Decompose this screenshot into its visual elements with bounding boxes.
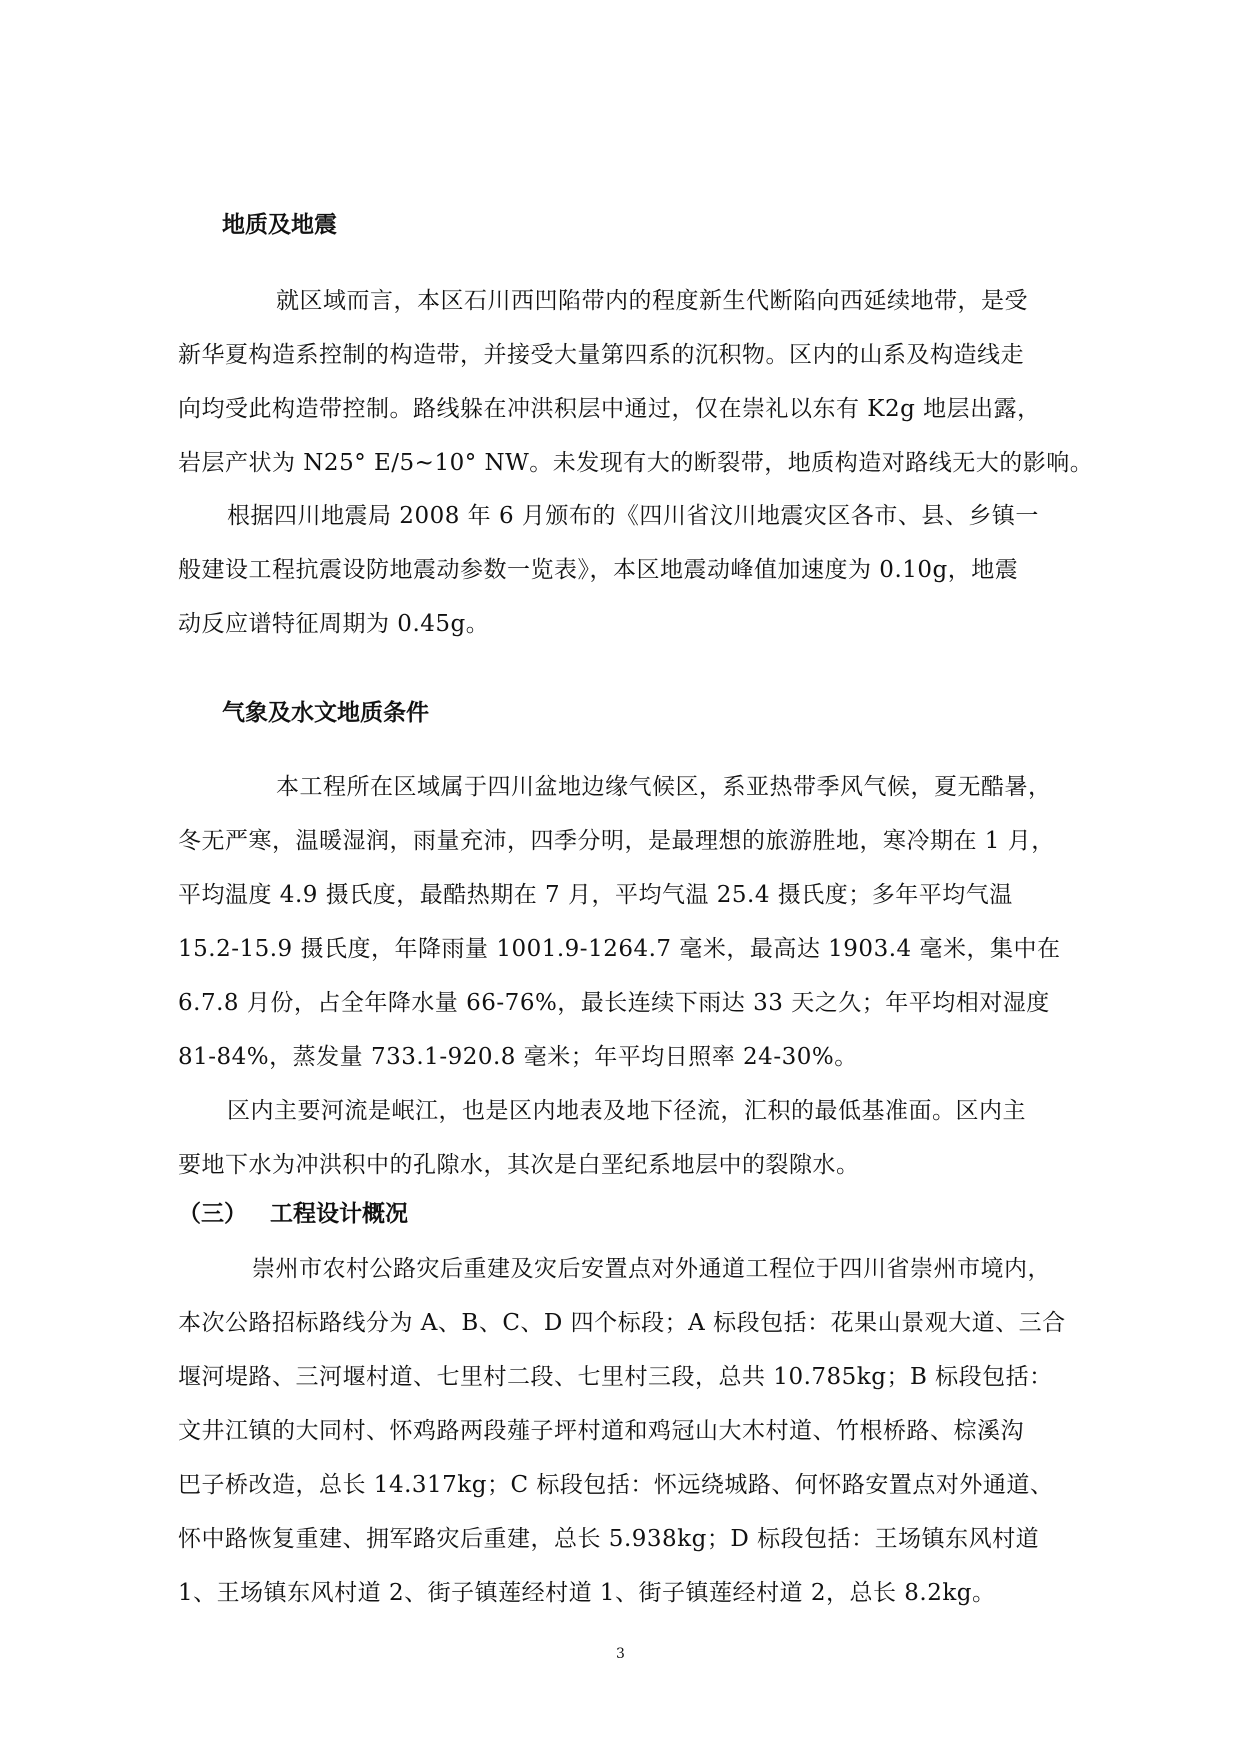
paragraph-line: 岩层产状为 N25° E/5~10° NW。未发现有大的断裂带，地质构造对路线无大的影响。 [178,450,1094,476]
paragraph-line: 1、王场镇东风村道 2、街子镇莲经村道 1、街子镇莲经村道 2，总长 8.2kg。 [178,1580,996,1606]
heading-geology-earthquake: 地质及地震 [222,212,337,238]
paragraph-line: 文井江镇的大同村、怀鸡路两段薤子坪村道和鸡冠山大木村道、竹根桥路、棕溪沟 [178,1418,1024,1444]
paragraph-line: 堰河堤路、三河堰村道、七里村二段、七里村三段，总共 10.785kg；B 标段包括： [178,1364,1053,1390]
paragraph-line: 新华夏构造系控制的构造带，并接受大量第四系的沉积物。区内的山系及构造线走 [178,342,1024,368]
paragraph-line: 区内主要河流是岷江，也是区内地表及地下径流，汇积的最低基准面。区内主 [227,1098,1026,1124]
page-number: 3 [616,1646,625,1662]
paragraph-line: 巴子桥改造，总长 14.317kg；C 标段包括：怀远绕城路、何怀路安置点对外通道、 [178,1472,1054,1498]
paragraph-line: 向均受此构造带控制。路线躲在冲洪积层中通过，仅在崇礼以东有 K2g 地层出露， [178,396,1041,422]
paragraph-line: 就区域而言，本区石川西凹陷带内的程度新生代断陷向西延续地带，是受 [276,288,1028,314]
section-title: 工程设计概况 [270,1201,408,1227]
section-number: （三） [178,1201,247,1227]
heading-climate-hydrogeology: 气象及水文地质条件 [222,700,429,726]
paragraph-line: 崇州市农村公路灾后重建及灾后安置点对外通道工程位于四川省崇州市境内， [252,1256,1051,1282]
paragraph-line: 冬无严寒，温暖湿润，雨量充沛，四季分明，是最理想的旅游胜地，寒冷期在 1 月， [178,828,1055,854]
paragraph-line: 81-84%，蒸发量 733.1-920.8 毫米；年平均日照率 24-30%。 [178,1044,858,1070]
paragraph-line: 15.2-15.9 摄氏度，年降雨量 1001.9-1264.7 毫米，最高达 1903.4 毫米，集中在 [178,936,1061,962]
paragraph-line: 怀中路恢复重建、拥军路灾后重建，总长 5.938kg；D 标段包括：王场镇东风村道 [178,1526,1040,1552]
paragraph-line: 动反应谱特征周期为 0.45g。 [178,611,490,637]
paragraph-line: 般建设工程抗震设防地震动参数一览表》，本区地震动峰值加速度为 0.10g，地震 [178,557,1019,583]
paragraph-line: 本工程所在区域属于四川盆地边缘气候区，系亚热带季风气候，夏无酷暑， [276,774,1052,800]
paragraph-line: 要地下水为冲洪积中的孔隙水，其次是白垩纪系地层中的裂隙水。 [178,1152,860,1178]
paragraph-line: 平均温度 4.9 摄氏度，最酷热期在 7 月，平均气温 25.4 摄氏度；多年平均气温 [178,882,1013,908]
paragraph-line: 根据四川地震局 2008 年 6 月颁布的《四川省汶川地震灾区各市、县、乡镇一 [227,503,1039,529]
paragraph-line: 6.7.8 月份，占全年降水量 66-76%，最长连续下雨达 33 天之久；年平均相对湿度 [178,990,1050,1016]
paragraph-line: 本次公路招标路线分为 A、B、C、D 四个标段；A 标段包括：花果山景观大道、三合 [178,1310,1066,1336]
section-heading-design-overview [178,1199,408,1229]
